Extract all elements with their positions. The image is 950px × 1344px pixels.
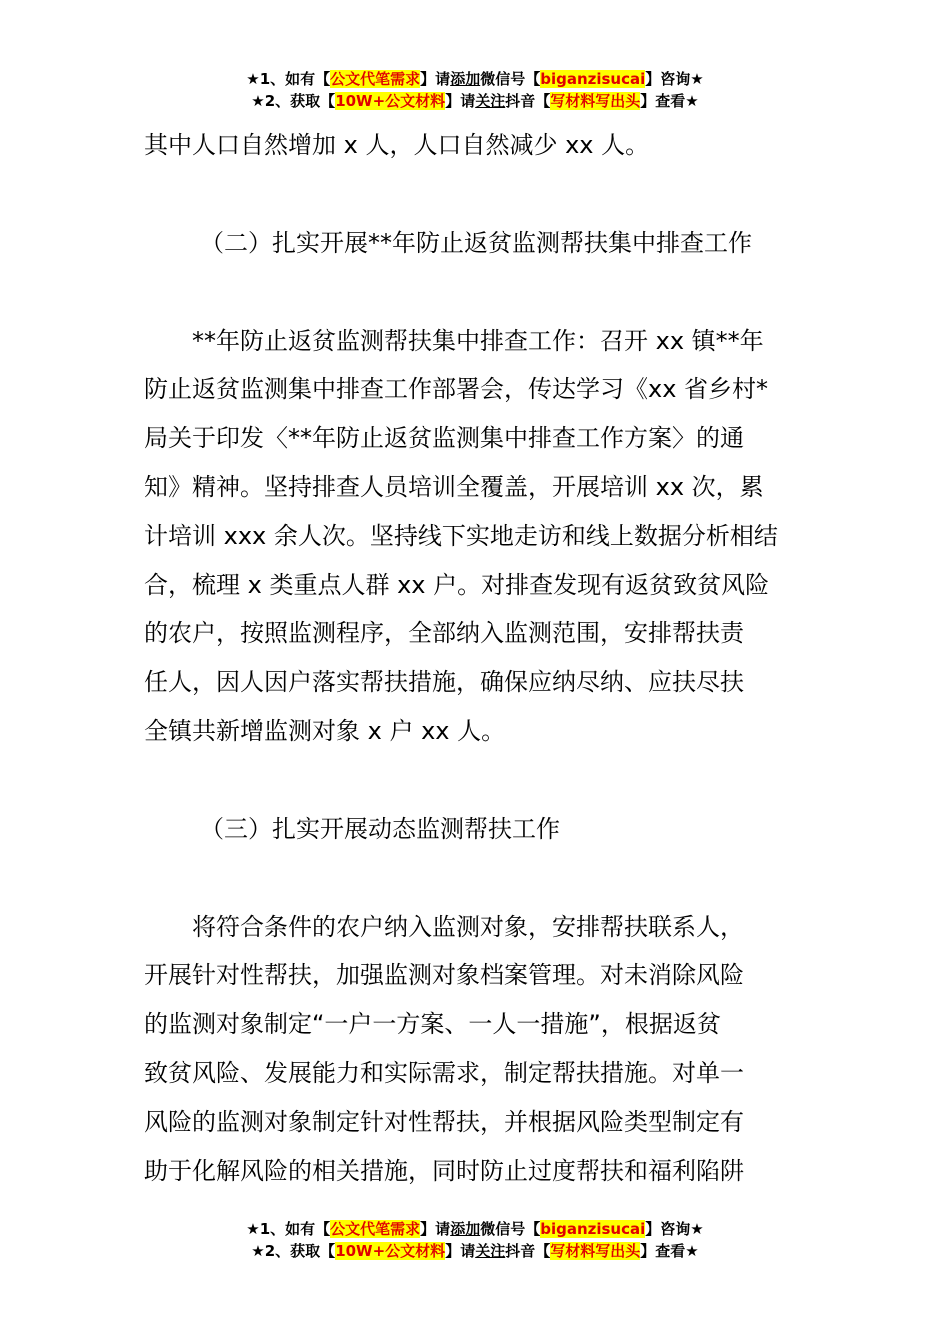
header-banner [0, 68, 950, 112]
highlight-materials: 10W+公文材料 [335, 92, 446, 110]
highlight-wechat-id: biganzisucai [540, 70, 646, 88]
banner-line-2: ★2、获取【10W+公文材料】请关注抖音【写材料写出头】查看★ [251, 1242, 699, 1260]
section-heading-3: （三）扎实开展动态监测帮扶工作 [200, 814, 560, 843]
paragraph-2 [144, 317, 806, 756]
body-line: 风险的监测对象制定针对性帮扶，并根据风险类型制定有 [144, 1107, 744, 1136]
banner-line-2: ★2、获取【10W+公文材料】请关注抖音【写材料写出头】查看★ [251, 92, 699, 110]
banner-line-1: ★1、如有【公文代笔需求】请添加微信号【biganzisucai】咨询★ [246, 70, 704, 88]
body-line: **年防止返贫监测帮扶集中排查工作：召开 xx 镇**年 [144, 326, 764, 355]
document-body [144, 121, 806, 1195]
highlight-service: 公文代笔需求 [330, 70, 421, 88]
body-line: 任人，因人因户落实帮扶措施，确保应纳尽纳、应扶尽扶 [144, 668, 744, 697]
highlight-douyin: 写材料写出头 [550, 92, 641, 110]
body-line: 将符合条件的农户纳入监测对象，安排帮扶联系人， [144, 912, 744, 941]
paragraph-3 [144, 903, 806, 1196]
body-line: 全镇共新增监测对象 x 户 xx 人。 [144, 716, 506, 745]
body-line: 致贫风险、发展能力和实际需求，制定帮扶措施。对单一 [144, 1058, 744, 1087]
body-line: 防止返贫监测集中排查工作部署会，传达学习《xx 省乡村* [144, 375, 769, 404]
body-line: 局关于印发〈**年防止返贫监测集中排查工作方案〉的通 [144, 424, 744, 453]
highlight-service: 公文代笔需求 [330, 1220, 421, 1238]
highlight-douyin: 写材料写出头 [550, 1242, 641, 1260]
body-line: 其中人口自然增加 x 人，人口自然减少 xx 人。 [144, 131, 650, 159]
section-heading-2: （二）扎实开展**年防止返贫监测帮扶集中排查工作 [200, 228, 752, 257]
body-line: 的监测对象制定“一户一方案、一人一措施”，根据返贫 [144, 1010, 721, 1039]
footer-banner [0, 1218, 950, 1262]
banner-line-1: ★1、如有【公文代笔需求】请添加微信号【biganzisucai】咨询★ [246, 1220, 704, 1238]
body-line: 计培训 xxx 余人次。坚持线下实地走访和线上数据分析相结 [144, 521, 778, 550]
highlight-wechat-id: biganzisucai [540, 1220, 646, 1238]
body-line: 知》精神。坚持排查人员培训全覆盖，开展培训 xx 次，累 [144, 472, 764, 501]
body-line: 开展针对性帮扶，加强监测对象档案管理。对未消除风险 [144, 961, 744, 990]
body-line: 的农户，按照监测程序，全部纳入监测范围，安排帮扶责 [144, 619, 744, 648]
highlight-materials: 10W+公文材料 [335, 1242, 446, 1260]
body-line: 合，梳理 x 类重点人群 xx 户。对排查发现有返贫致贫风险 [144, 570, 770, 599]
body-line: 助于化解风险的相关措施，同时防止过度帮扶和福利陷阱 [144, 1156, 744, 1185]
